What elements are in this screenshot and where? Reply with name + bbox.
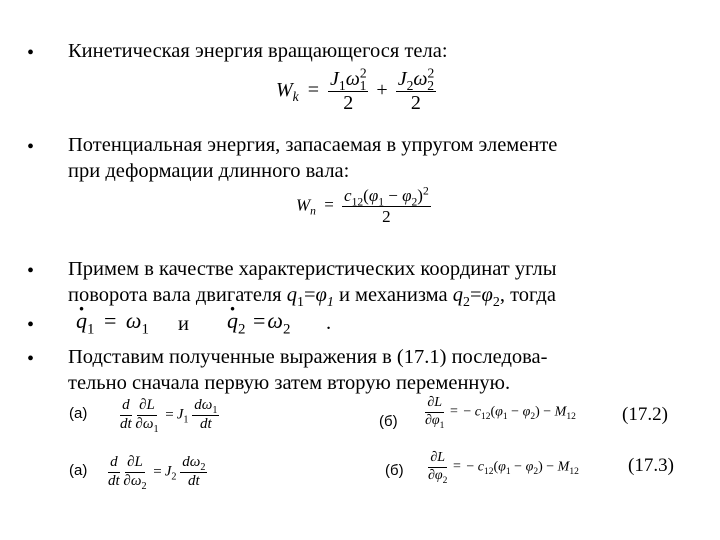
potential-energy-text-2: при деформации длинного вала: bbox=[68, 160, 350, 182]
equation-number-17-2: (17.2) bbox=[622, 404, 668, 425]
lagrange-equation-b-1: $\frac{\partial L}{\partial\varphi_1}$ = − $c_{12}(\varphi_1 - \varphi_2) - M_{12}$ bbox=[425, 395, 576, 431]
label-a-1: (а) bbox=[69, 405, 88, 422]
potential-energy-formula: $W_п$ = $\frac{c_{12}(\varphi_1 - \varphi_2)^2}{2}$ bbox=[296, 184, 429, 226]
bullet-2: • bbox=[27, 136, 35, 158]
label-b-2: (б) bbox=[385, 462, 404, 479]
substitute-text-2: тельно сначала первую затем вторую переменную. bbox=[68, 372, 511, 394]
label-a-2: (а) bbox=[69, 462, 88, 479]
label-b-1: (б) bbox=[379, 413, 398, 430]
bullet-3: • bbox=[27, 260, 35, 282]
velocity-formula-1: · $q_1 = \omega_1$ bbox=[76, 308, 149, 334]
kinetic-energy-formula: $W_k$ = $\frac{J_1\omega^2_1}{2}$ + $\frac{J_2\omega^2_2}{2}$ bbox=[276, 65, 435, 114]
velocity-formula-2: · $q_2 =\omega_2$ bbox=[227, 308, 290, 334]
potential-energy-text-1: Потенциальная энергия, запасаемая в упругом элементе bbox=[68, 134, 558, 156]
lagrange-equation-b-2: $\frac{\partial L}{\partial\varphi_2}$ = − $c_{12}(\varphi_1 - \varphi_2) - M_{12}$ bbox=[428, 450, 579, 486]
lagrange-equation-a-1: $\frac{d}{dt}$ $\frac{\partial L}{\partial\omega_1}$ = $J_1$ $\frac{d\omega_1}{dt}$ bbox=[120, 397, 218, 435]
equation-number-17-3: (17.3) bbox=[628, 455, 674, 476]
kinetic-energy-text: Кинетическая энергия вращающегося тела: bbox=[68, 40, 448, 62]
and-text: и bbox=[178, 313, 189, 335]
lagrange-equation-a-2: $\frac{d}{dt}$ $\frac{\partial L}{\partial\omega_2}$ = $J_2$ $\frac{d\omega_2}{dt}$ bbox=[108, 454, 206, 492]
bullet-5: • bbox=[27, 348, 35, 370]
coordinates-text-1: Примем в качестве характеристических координат углы bbox=[68, 258, 557, 280]
bullet-1: • bbox=[27, 42, 35, 64]
substitute-text-1: Подставим полученные выражения в (17.1) последова- bbox=[68, 346, 548, 368]
period-text: . bbox=[326, 312, 332, 334]
coordinates-text-2: поворота вала двигателя $q_1=\varphi_1$ и механизма $q_2=\varphi_2$, тогда bbox=[68, 284, 556, 311]
bullet-4: • bbox=[27, 314, 35, 336]
